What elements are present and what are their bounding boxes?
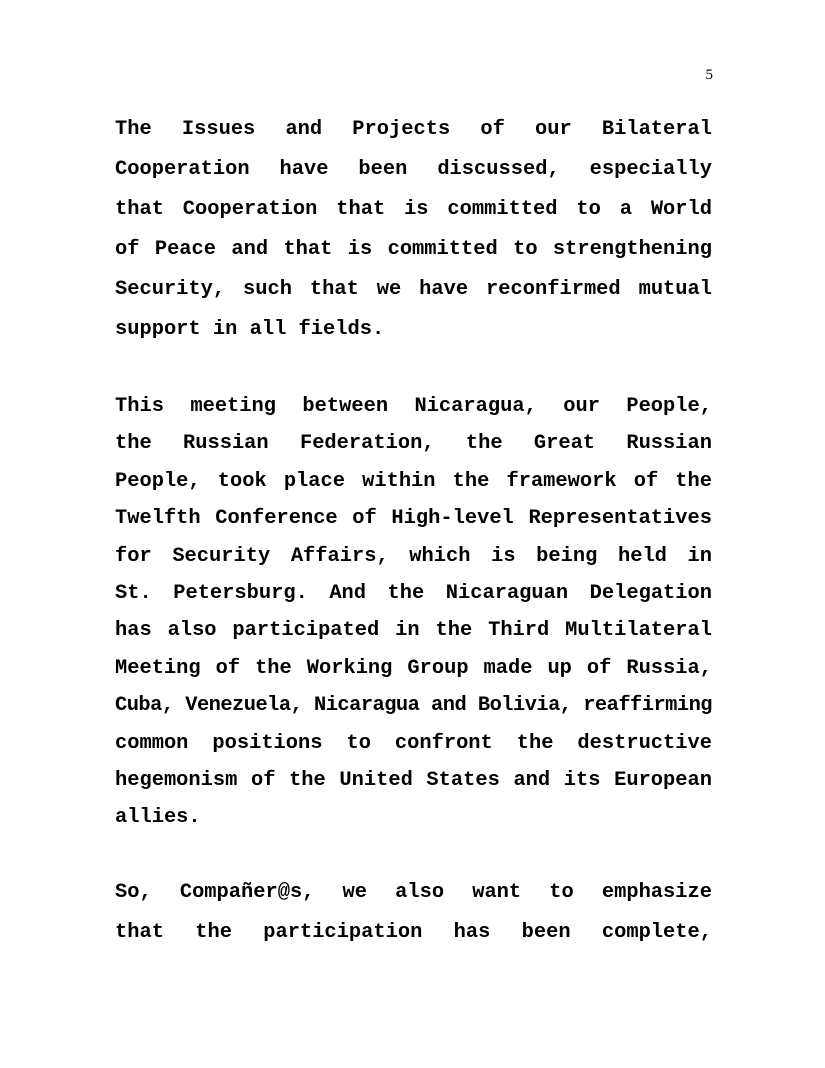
paragraph-3: [115, 873, 712, 953]
text-line: that Cooperation that is committed to a World: [115, 198, 712, 221]
text-line: Cuba, Venezuela, Nicaragua and Bolivia, reaffirming: [115, 694, 712, 718]
text-line: This meeting between Nicaragua, our People,: [115, 395, 712, 418]
page-number: 5: [705, 67, 713, 83]
text-line: that the participation has been complete,: [115, 920, 712, 944]
text-line: hegemonism of the United States and its European: [115, 768, 712, 792]
text-line: St. Petersburg. And the Nicaraguan Delegation: [115, 581, 712, 605]
text-line: Security, such that we have reconfirmed mutual: [115, 278, 712, 301]
text-line: of Peace and that is committed to strengthening: [115, 238, 712, 261]
text-line: support in all fields.: [115, 318, 385, 341]
text-line: People, took place within the framework of the: [115, 469, 712, 493]
text-line: The Issues and Projects of our Bilateral: [115, 118, 712, 141]
paragraph-1: [115, 110, 712, 350]
text-line: has also participated in the Third Multilateral: [115, 619, 712, 643]
text-line: common positions to confront the destructive: [115, 731, 712, 755]
document-body: [115, 110, 712, 953]
text-line: Cooperation have been discussed, especially: [115, 158, 712, 181]
text-line: allies.: [115, 806, 201, 830]
text-line: Meeting of the Working Group made up of Russia,: [115, 656, 712, 680]
text-line: Twelfth Conference of High-level Representatives: [115, 507, 712, 531]
paragraph-2: [115, 388, 712, 837]
text-line: for Security Affairs, which is being held in: [115, 544, 712, 568]
text-line: So, Compañer@s, we also want to emphasize: [115, 880, 712, 904]
text-line: the Russian Federation, the Great Russian: [115, 432, 712, 456]
